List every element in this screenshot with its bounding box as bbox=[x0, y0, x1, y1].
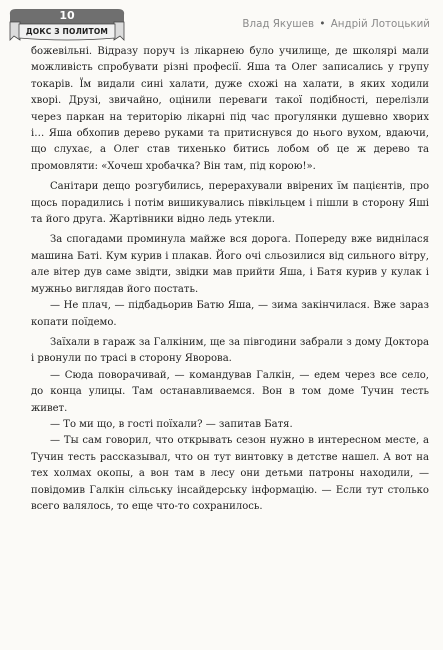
author-name: Влад Якушев bbox=[242, 18, 315, 30]
page-number-banner bbox=[8, 5, 126, 43]
paragraph: — Не плач, — підбадьорив Батю Яша, — зима закінчилася. Вже зараз копати поїдемо. bbox=[31, 300, 429, 328]
paragraph: божевільні. Відразу поруч із лікарнею було училище, де школярі мали можливість спробувати різні професії. Яша та Олег записались у групу токарів. Їм видали сині халати, дуже схожі на халати, в яких ходили хворі. Друзі, звичайно, оцінили переваги такої подібності, перелізли через паркан на територію лікарні під час прогулянки душевно хворих і… Яша обхопив дерево руками та притиснувся до нього вухом, вдаючи, що слухає, а Олег став тихенько битись лобом об це ж дерево та промовляти: «Хочеш хробачка? Він там, під корою!». bbox=[31, 46, 429, 172]
paragraph: За спогадами проминула майже вся дорога. Попереду вже виднілася машина Баті. Кум курив і плакав. Його очі сльозилися від сильного вітру, але вітер дув саме звідти, звідки мав прийти Яша, і Батя курив у кулак і мужньо виглядав його постать. bbox=[31, 234, 429, 295]
author-name: Андрій Лотоцький bbox=[330, 18, 430, 30]
paragraph: Санітари дещо розгубились, перерахували ввірених їм пацієнтів, про щось порадились і потім вишикувались півкільцем і пішли в сторону Яші та його друга. Жартівники відно ледь утекли. bbox=[31, 181, 429, 226]
paragraph: — То ми що, в гості поїхали? — запитав Батя. bbox=[50, 418, 293, 430]
paragraph: — Сюда поворачивай, — командував Галкін, — едем через все село, до конца улицы. Там останавливаемся. Вон в том доме Тучин тесть живет. bbox=[31, 369, 429, 414]
page-number: 10 bbox=[59, 9, 75, 22]
paragraph: Заїхали в гараж за Галкіним, ще за півгодини забрали з дому Доктора і рвонули по трасі в сторону Яворова. bbox=[31, 336, 429, 365]
running-head bbox=[242, 18, 430, 30]
series-title: ДОКС З ПОЛИТОМ bbox=[25, 27, 109, 36]
paragraph: — Ты сам говорил, что открывать сезон нужно в интересном месте, а Тучин тесть рассказывал, что он тут винтовку в детстве нашел. А вот на тех холмах окопы, а вон там в лесу они детьми патроны находили, — повідомив Галкін сільську інсайдерську інформацію. — Если тут столько всего валялось, то еще что-то сохранилось. bbox=[31, 435, 429, 512]
author-separator: • bbox=[319, 18, 326, 30]
body-text bbox=[31, 44, 429, 515]
